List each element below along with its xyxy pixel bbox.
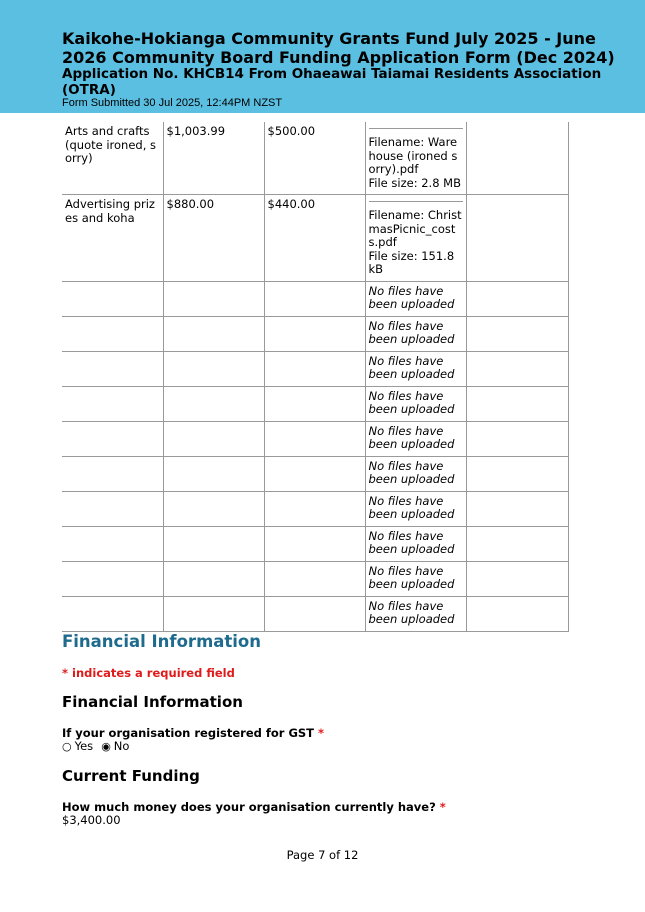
- notes-cell: [466, 421, 568, 456]
- table-row: [62, 351, 568, 386]
- radio-unselected-icon[interactable]: ○: [62, 740, 72, 753]
- attachment-cell: [365, 526, 466, 561]
- amount-requested-cell: [264, 561, 365, 596]
- current-funds-answer: $3,400.00: [62, 813, 121, 827]
- no-files-message: No files have been uploaded: [368, 598, 455, 626]
- notes-cell: [466, 386, 568, 421]
- item-cost-cell: [163, 456, 264, 491]
- item-cost-cell: [163, 526, 264, 561]
- required-marker: *: [439, 800, 446, 814]
- item-description-cell: [62, 386, 163, 421]
- notes-cell: [466, 316, 568, 351]
- amount-requested-cell: $500.00: [264, 122, 365, 195]
- amount-requested-cell: [264, 456, 365, 491]
- item-description-cell: [62, 351, 163, 386]
- item-description-cell: [62, 456, 163, 491]
- required-field-note: * indicates a required field: [62, 666, 235, 680]
- file-size: File size: 2.8 MB: [368, 175, 461, 190]
- subsection-title-current-funding: Current Funding: [62, 767, 200, 785]
- item-description-cell: [62, 526, 163, 561]
- table-row: [62, 596, 568, 631]
- required-marker: *: [318, 726, 325, 740]
- application-number: Application No. KHCB14 From Ohaeawai Taiamai Residents Association (OTRA): [62, 66, 602, 98]
- no-files-message: No files have been uploaded: [368, 493, 455, 521]
- file-name: Filename: ChristmasPicnic_costs.pdf: [368, 208, 462, 249]
- attachment-cell: [365, 351, 466, 386]
- item-cost-cell: [163, 561, 264, 596]
- table-row: [62, 122, 568, 195]
- form-header: [0, 0, 645, 113]
- radio-selected-icon[interactable]: ◉: [101, 740, 111, 753]
- notes-cell: [466, 351, 568, 386]
- no-files-message: No files have been uploaded: [368, 388, 455, 416]
- no-files-message: No files have been uploaded: [368, 563, 455, 591]
- item-description-cell: Arts and crafts (quote ironed, sorry): [65, 124, 157, 165]
- notes-cell: [466, 596, 568, 631]
- item-cost-cell: [163, 386, 264, 421]
- table-row: [62, 386, 568, 421]
- budget-items-table: [62, 122, 569, 632]
- notes-cell: [466, 526, 568, 561]
- no-files-message: No files have been uploaded: [368, 528, 455, 556]
- item-cost-cell: [163, 281, 264, 316]
- attachment-cell: [365, 456, 466, 491]
- attachment-cell: [365, 491, 466, 526]
- item-description-cell: [62, 596, 163, 631]
- amount-requested-cell: [264, 281, 365, 316]
- gst-question-label: [62, 726, 324, 740]
- item-description-cell: [62, 281, 163, 316]
- page-number: Page 7 of 12: [286, 848, 359, 862]
- section-title: Financial Information: [62, 632, 262, 651]
- table-row: [62, 421, 568, 456]
- attachment-cell: [365, 561, 466, 596]
- table-row: [62, 316, 568, 351]
- current-funds-question-text: How much money does your organisation currently have?: [62, 800, 436, 814]
- gst-option-no[interactable]: [101, 739, 129, 753]
- file-name: Filename: Warehouse (ironed sorry).pdf: [368, 135, 458, 176]
- item-cost-cell: $1,003.99: [163, 122, 264, 195]
- amount-requested-cell: $440.00: [264, 195, 365, 282]
- attachment-cell: [365, 386, 466, 421]
- gst-question-text: If your organisation registered for GST: [62, 726, 315, 740]
- notes-cell: [466, 195, 568, 282]
- attachment-cell: [365, 122, 466, 195]
- table-row: [62, 561, 568, 596]
- attachment-cell: [365, 596, 466, 631]
- file-info: [369, 128, 463, 190]
- attachment-cell: [365, 421, 466, 456]
- notes-cell: [466, 491, 568, 526]
- amount-requested-cell: [264, 386, 365, 421]
- table-row: [62, 526, 568, 561]
- gst-option-label: No: [113, 739, 130, 753]
- file-info: [369, 201, 463, 277]
- file-size: File size: 151.8 kB: [368, 248, 455, 276]
- item-description-cell: [62, 421, 163, 456]
- notes-cell: [466, 122, 568, 195]
- subsection-title-financial: Financial Information: [62, 693, 243, 711]
- item-description-cell: [62, 316, 163, 351]
- no-files-message: No files have been uploaded: [368, 458, 455, 486]
- no-files-message: No files have been uploaded: [368, 283, 455, 311]
- table-row: [62, 281, 568, 316]
- item-cost-cell: [163, 351, 264, 386]
- amount-requested-cell: [264, 596, 365, 631]
- table-row: [62, 456, 568, 491]
- attachment-cell: [365, 316, 466, 351]
- amount-requested-cell: [264, 491, 365, 526]
- item-cost-cell: [163, 596, 264, 631]
- current-funds-question-label: [62, 800, 446, 814]
- item-description-cell: Advertising prizes and koha: [62, 195, 163, 282]
- notes-cell: [466, 456, 568, 491]
- amount-requested-cell: [264, 526, 365, 561]
- table-row: [62, 195, 568, 282]
- item-cost-cell: [163, 421, 264, 456]
- attachment-cell: [365, 195, 466, 282]
- gst-option-yes[interactable]: [62, 739, 93, 753]
- item-cost-cell: [163, 491, 264, 526]
- attachment-cell: [365, 281, 466, 316]
- item-cost-cell: $880.00: [163, 195, 264, 282]
- notes-cell: [466, 561, 568, 596]
- amount-requested-cell: [264, 421, 365, 456]
- item-description-cell: [62, 491, 163, 526]
- notes-cell: [466, 281, 568, 316]
- submitted-timestamp: Form Submitted 30 Jul 2025, 12:44PM NZST: [62, 97, 283, 109]
- no-files-message: No files have been uploaded: [368, 318, 455, 346]
- gst-option-label: Yes: [74, 739, 94, 753]
- amount-requested-cell: [264, 316, 365, 351]
- amount-requested-cell: [264, 351, 365, 386]
- no-files-message: No files have been uploaded: [368, 353, 455, 381]
- form-title: Kaikohe-Hokianga Community Grants Fund July 2025 - June 2026 Community Board Funding Application Form (Dec 2024): [62, 29, 615, 67]
- table-row: [62, 491, 568, 526]
- item-description-cell: [62, 561, 163, 596]
- no-files-message: No files have been uploaded: [368, 423, 455, 451]
- gst-radio-group: [62, 739, 137, 753]
- item-cost-cell: [163, 316, 264, 351]
